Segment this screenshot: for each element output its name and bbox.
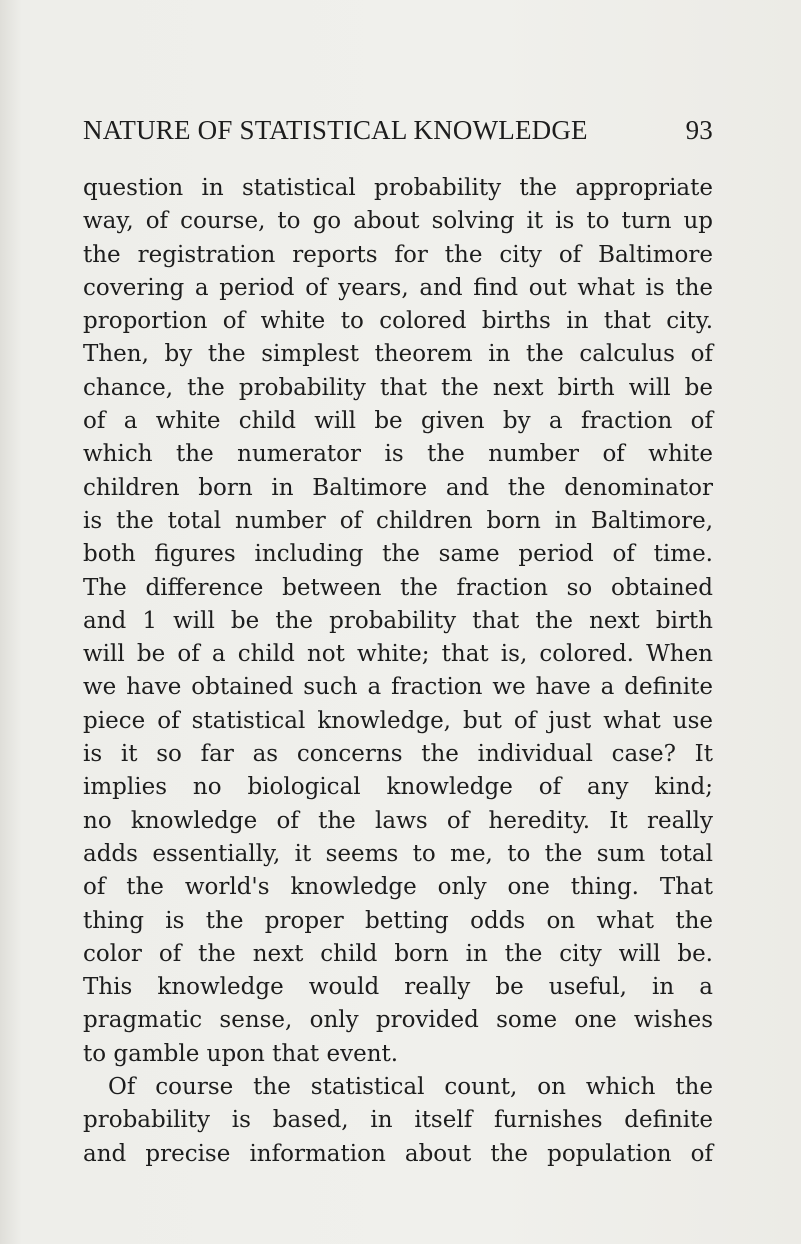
- paragraph-1: [83, 172, 713, 1071]
- text-line: Of course the statistical count, on which the: [108, 1074, 713, 1101]
- text-line: will be of a child not white; that is, colored. When: [83, 641, 713, 668]
- text-line: the registration reports for the city of Baltimore: [83, 241, 713, 268]
- text-line: to gamble upon that event.: [83, 1040, 399, 1067]
- text-line: The difference between the fraction so obtained: [83, 574, 713, 601]
- text-line: way, of course, to go about solving it is to turn up: [83, 208, 713, 235]
- text-line: both figures including the same period of time.: [83, 541, 713, 568]
- body-text: [83, 172, 713, 1171]
- text-line: covering a period of years, and find out what is the: [83, 274, 713, 301]
- text-line: pragmatic sense, only provided some one wishes: [83, 1007, 713, 1034]
- text-line: This knowledge would really be useful, in a: [83, 974, 713, 1001]
- text-line: no knowledge of the laws of heredity. It really: [83, 807, 713, 834]
- paragraph-2: [83, 1071, 713, 1171]
- text-line: question in statistical probability the appropriate: [83, 175, 713, 201]
- text-line: color of the next child born in the city will be.: [83, 940, 713, 967]
- text-line: of the world's knowledge only one thing. That: [83, 874, 713, 901]
- running-head: [83, 115, 713, 147]
- text-line: chance, the probability that the next birth will be: [83, 374, 713, 401]
- text-line: implies no biological knowledge of any kind;: [83, 774, 713, 801]
- text-line: and precise information about the population of: [83, 1140, 713, 1167]
- text-line: thing is the proper betting odds on what the: [83, 907, 713, 934]
- text-line: children born in Baltimore and the denominator: [83, 474, 713, 501]
- text-line: piece of statistical knowledge, but of just what use: [83, 707, 713, 734]
- text-line: is the total number of children born in Baltimore,: [83, 507, 713, 534]
- text-line: proportion of white to colored births in that city.: [83, 308, 713, 335]
- page-number: 93: [685, 115, 713, 145]
- text-line: is it so far as concerns the individual case? It: [83, 741, 713, 768]
- text-line: and 1 will be the probability that the next birth: [83, 607, 713, 634]
- text-line: probability is based, in itself furnishes definite: [83, 1107, 713, 1134]
- running-title: NATURE OF STATISTICAL KNOWLEDGE: [83, 115, 588, 145]
- text-line: Then, by the simplest theorem in the calculus of: [83, 341, 713, 368]
- text-line: we have obtained such a fraction we have a definite: [83, 674, 713, 701]
- text-line: of a white child will be given by a fraction of: [83, 408, 713, 435]
- text-line: adds essentially, it seems to me, to the sum total: [83, 840, 713, 867]
- text-line: which the numerator is the number of white: [83, 441, 713, 468]
